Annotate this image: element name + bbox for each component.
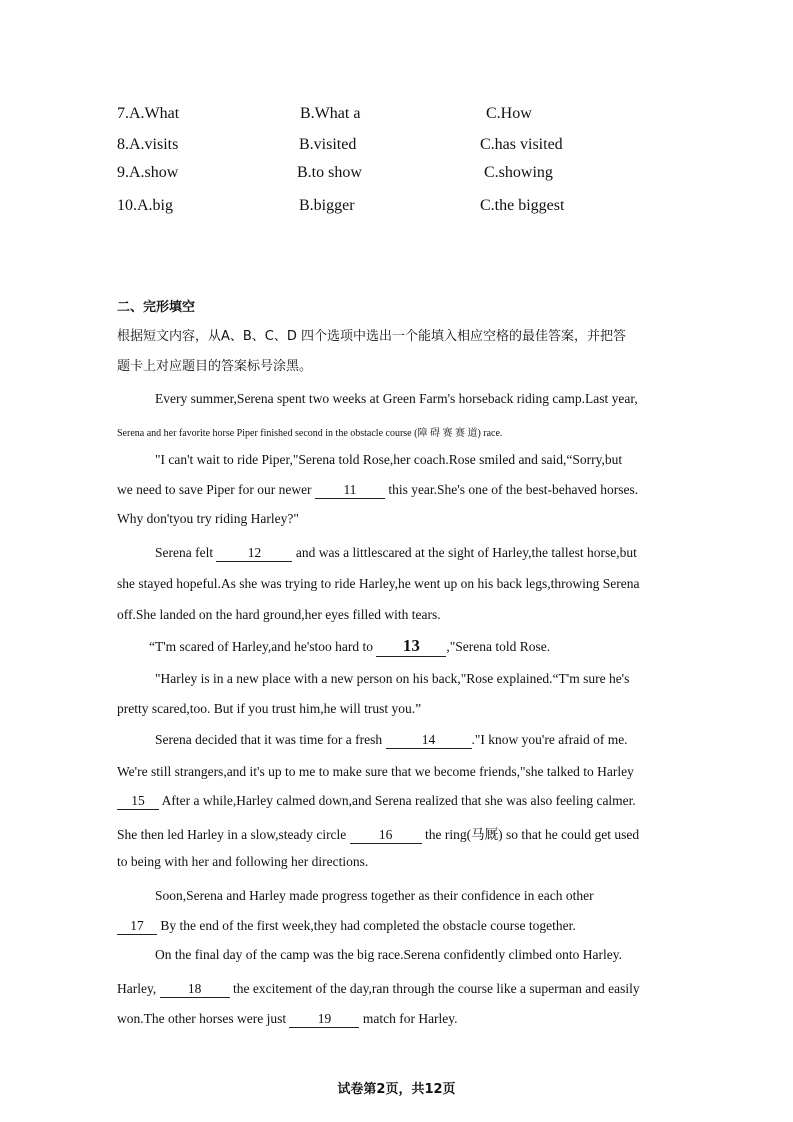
text-segment: She then led Harley in a slow,steady circle bbox=[117, 827, 350, 842]
page-footer: 试卷第2页，共12页 bbox=[337, 1082, 456, 1097]
instruction-line-1: 根据短文内容，从A、B、C、D 四个选项中选出一个能填入相应空格的最佳答案，并把答 bbox=[117, 329, 627, 344]
paragraph-8-line-2 bbox=[117, 981, 640, 998]
paragraph-6-line-3 bbox=[117, 793, 636, 810]
option-b-9: B.to show bbox=[297, 164, 362, 181]
text-segment: After a while,Harley calmed down,and Serena realized that she was also feeling calmer. bbox=[159, 793, 636, 808]
blank-15: 15 bbox=[117, 794, 159, 810]
text-segment: “T'm scared of Harley,and he'stoo hard to bbox=[149, 639, 377, 654]
option-c-7: C.How bbox=[486, 105, 532, 122]
paragraph-6-line-5: to being with her and following her directions. bbox=[117, 854, 369, 869]
blank-16: 16 bbox=[350, 828, 422, 844]
option-c-10: C.the biggest bbox=[480, 197, 565, 214]
blank-12: 12 bbox=[216, 546, 292, 562]
blank-18: 18 bbox=[160, 982, 230, 998]
paragraph-2-line-2 bbox=[117, 482, 638, 499]
text-segment: the ring(马厩) so that he could get used bbox=[421, 827, 640, 842]
option-b-7: B.What a bbox=[300, 105, 361, 122]
paragraph-5-line-1: "Harley is in a new place with a new person on his back,"Rose explained.“T'm sure he's bbox=[155, 671, 630, 686]
text-segment: this year.She's one of the best-behaved horses. bbox=[384, 482, 639, 497]
text-segment: Serena felt bbox=[155, 545, 217, 560]
paragraph-6-line-4 bbox=[117, 823, 639, 844]
text-segment: we need to save Piper for our newer bbox=[117, 482, 315, 497]
text-segment: and was a littlescared at the sight of Harley,the tallest horse,but bbox=[292, 545, 637, 560]
blank-13: 13 bbox=[376, 637, 446, 657]
option-c-8: C.has visited bbox=[480, 136, 563, 153]
paragraph-6-line-1 bbox=[155, 732, 628, 749]
paragraph-1-line-2: Serena and her favorite horse Piper finished second in the obstacle course (障 碍 赛 赛 道) race. bbox=[117, 428, 503, 439]
option-a-8: 8.A.visits bbox=[117, 136, 179, 153]
text-segment: By the end of the first week,they had completed the obstacle course together. bbox=[157, 918, 576, 933]
paragraph-7-line-1: Soon,Serena and Harley made progress together as their confidence in each other bbox=[155, 888, 594, 903]
option-a-10: 10.A.big bbox=[117, 197, 173, 214]
option-row-7 bbox=[117, 105, 179, 123]
option-b-8: B.visited bbox=[299, 136, 357, 153]
instruction-line-2: 题卡上对应题目的答案标号涂黑。 bbox=[117, 359, 313, 374]
paragraph-2-line-1: "I can't wait to ride Piper,"Serena told Rose,her coach.Rose smiled and said,“Sorry,but bbox=[155, 452, 623, 467]
text-segment: match for Harley. bbox=[359, 1011, 458, 1026]
paragraph-4 bbox=[149, 637, 550, 657]
paragraph-7-line-2 bbox=[117, 918, 576, 935]
blank-19: 19 bbox=[289, 1012, 359, 1028]
option-b-10: B.bigger bbox=[299, 197, 355, 214]
option-a: 7.A.What bbox=[117, 105, 180, 122]
text-segment: ."I know you're afraid of me. bbox=[471, 732, 628, 747]
paragraph-2-line-3: Why don'tyou try riding Harley?" bbox=[117, 511, 299, 526]
text-segment: Serena decided that it was time for a fresh bbox=[155, 732, 386, 747]
text-segment: the excitement of the day,ran through the course like a superman and easily bbox=[229, 981, 640, 996]
paragraph-8-line-3 bbox=[117, 1011, 458, 1028]
text-segment: won.The other horses were just bbox=[117, 1011, 290, 1026]
option-a-9: 9.A.show bbox=[117, 164, 179, 181]
paragraph-3-line-3: off.She landed on the hard ground,her eyes filled with tears. bbox=[117, 607, 441, 622]
option-c-9: C.showing bbox=[484, 164, 553, 181]
text-segment: ,"Serena told Rose. bbox=[446, 639, 551, 654]
paragraph-3-line-2: she stayed hopeful.As she was trying to ride Harley,he went up on his back legs,throwing Serena bbox=[117, 576, 640, 591]
blank-14: 14 bbox=[386, 733, 472, 749]
paragraph-1-line-1: Every summer,Serena spent two weeks at Green Farm's horseback riding camp.Last year, bbox=[155, 391, 638, 406]
paragraph-5-line-2: pretty scared,too. But if you trust him,he will trust you.” bbox=[117, 701, 422, 716]
text-segment: Harley, bbox=[117, 981, 160, 996]
section-title: 二、完形填空 bbox=[117, 300, 196, 315]
paragraph-6-line-2: We're still strangers,and it's up to me to make sure that we become friends,"she talked to Harley bbox=[117, 764, 634, 779]
blank-11: 11 bbox=[315, 483, 385, 499]
paragraph-8-line-1: On the final day of the camp was the big race.Serena confidently climbed onto Harley. bbox=[155, 947, 622, 962]
blank-17: 17 bbox=[117, 919, 157, 935]
paragraph-3-line-1 bbox=[155, 545, 637, 562]
